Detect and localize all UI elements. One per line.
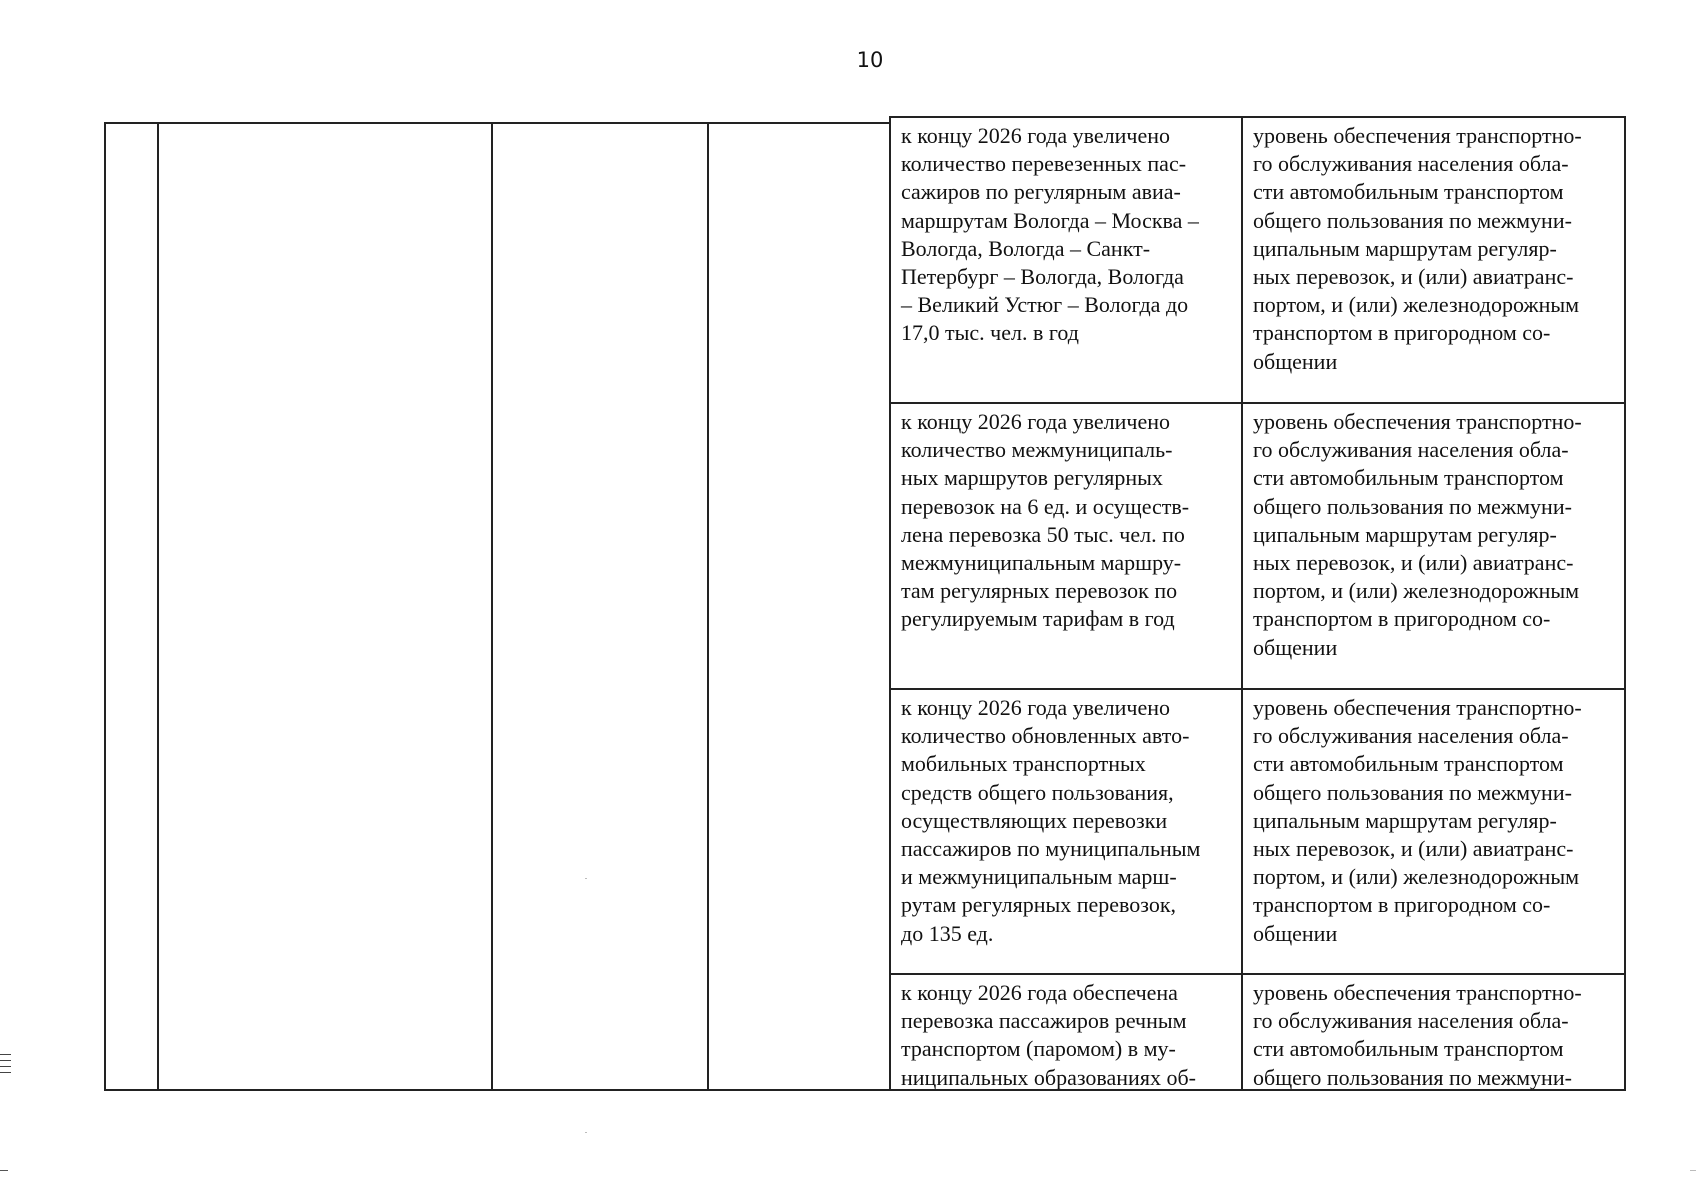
result-cell: к концу 2026 года увеличено количество обновленных авто- мобильных транспортных средств общего пользования, осуществляющих перевозки пассажиров по муниципальным и межмуниципальным марш- рутам регулярных перевозок, до 135 ед. xyxy=(891,690,1243,973)
indicator-cell: уровень обеспечения транспортно- го обслуживания населения обла- сти автомобильным транспортом общего пользования по межмуни- ципальным маршрутам регуляр- ных перевозок, и (или) авиатранс- портом, и (или) железнодорожным транспортом в пригородном со- общении xyxy=(1253,695,1582,946)
page-number: 10 xyxy=(856,48,884,72)
indicator-cell: уровень обеспечения транспортно- го обслуживания населения обла- сти автомобильным транспортом общего пользования по межмуни- ципальным маршрутам регуляр- ных перевозок, и (или) авиатранс- портом, и (или) железнодорожным транспортом в пригородном со- общении xyxy=(1253,409,1582,660)
column-divider-2 xyxy=(491,122,493,1091)
indicator-cell: уровень обеспечения транспортно- го обслуживания населения обла- сти автомобильным транспортом общего пользования по межмуни- xyxy=(1253,980,1582,1089)
result-cell: к концу 2026 года увеличено количество межмуниципаль- ных маршрутов регулярных перевозок на 6 ед. и осуществ- лена перевозка 50 тыс. чел. по межмуниципальным маршру- там регулярных перевозок по регулируемым тарифам в год xyxy=(891,404,1243,688)
table-row xyxy=(891,690,1624,975)
indicator-cell: уровень обеспечения транспортно- го обслуживания населения обла- сти автомобильным транспортом общего пользования по межмуни- ципальным маршрутам регуляр- ных перевозок, и (или) авиатранс- портом, и (или) железнодорожным транспортом в пригородном со- общении xyxy=(1253,123,1582,374)
scan-speck xyxy=(1690,1170,1696,1171)
result-cell: к концу 2026 года увеличено количество перевезенных пас- сажиров по регулярным авиа- маршрутам Вологда – Москва – Вологда, Вологда – Санкт- Петербург – Вологда, Вологда – Великий Устюг – Вологда до 17,0 тыс. чел. в год xyxy=(891,118,1243,402)
margin-marks xyxy=(0,1054,12,1078)
results-table xyxy=(889,116,1626,1091)
table-row xyxy=(891,404,1624,690)
table-row xyxy=(891,975,1624,1089)
column-divider-3 xyxy=(707,122,709,1091)
scan-speck xyxy=(585,878,587,879)
result-cell: к концу 2026 года обеспечена перевозка пассажиров речным транспортом (паромом) в му- ниципальных образованиях об- xyxy=(891,975,1243,1089)
table-empty-columns xyxy=(104,122,891,1091)
scan-speck xyxy=(0,1170,8,1171)
table-row xyxy=(891,118,1624,404)
scan-speck xyxy=(585,1132,587,1133)
column-divider-1 xyxy=(157,122,159,1091)
